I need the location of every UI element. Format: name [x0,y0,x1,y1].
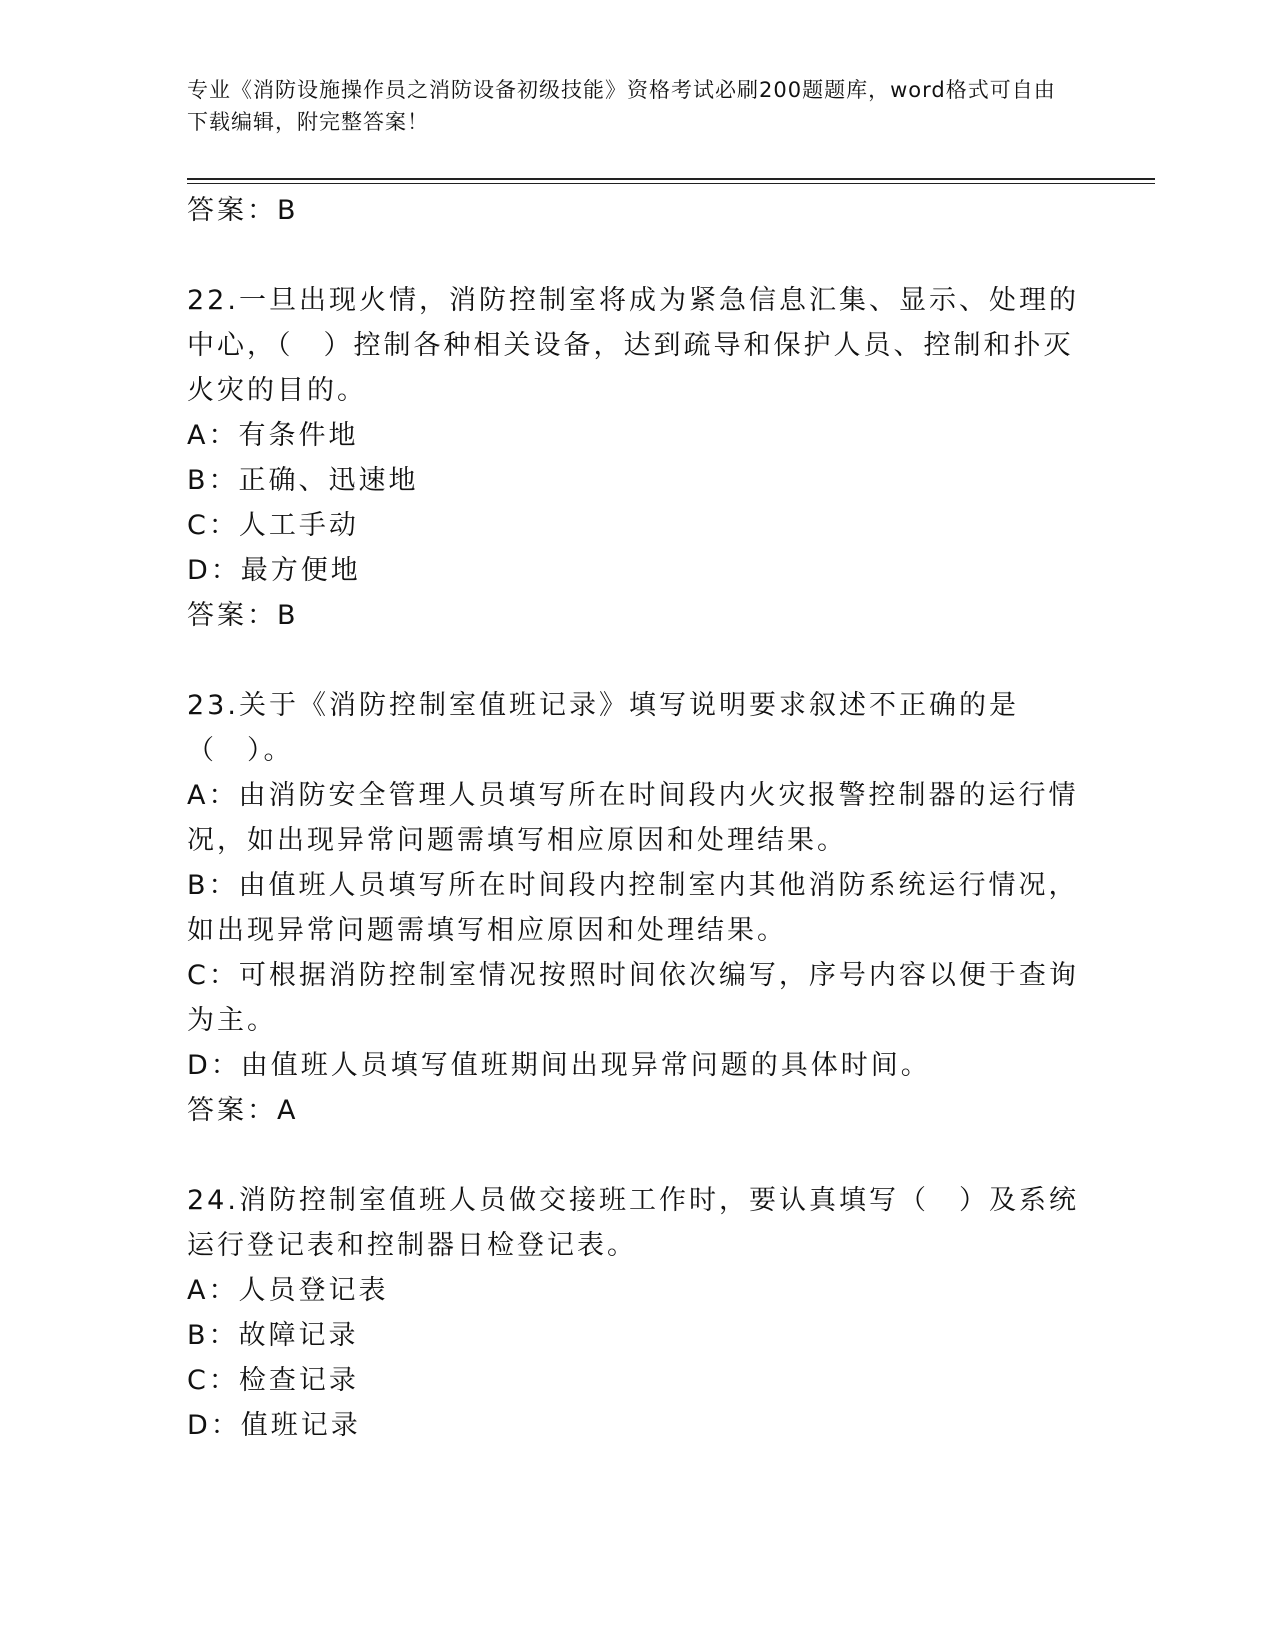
option-c: C：检查记录 [187,1365,359,1396]
header-rule-thick [187,178,1155,180]
answer-21: 答案：B [187,195,299,226]
header-rule-thin [187,183,1155,184]
question-text: 24.消防控制室值班人员做交接班工作时，要认真填写（ ）及系统运行登记表和控制器日检登记表。 [187,1185,1079,1261]
option-d: D：值班记录 [187,1410,361,1441]
option-a: A：由消防安全管理人员填写所在时间段内火灾报警控制器的运行情况，如出现异常问题需填写相应原因和处理结果。 [187,780,1079,856]
option-c: C：可根据消防控制室情况按照时间依次编写，序号内容以便于查询为主。 [187,960,1079,1036]
question-23 [187,683,1087,1133]
question-22 [187,278,1087,638]
answer-23: 答案：A [187,1095,299,1126]
question-24 [187,1178,1087,1448]
option-b: B：故障记录 [187,1320,359,1351]
document-header: 专业《消防设施操作员之消防设备初级技能》资格考试必刷200题题库，word格式可自由下载编辑，附完整答案！ [187,78,1056,134]
question-text: 22.一旦出现火情，消防控制室将成为紧急信息汇集、显示、处理的中心，（ ）控制各种相关设备，达到疏导和保护人员、控制和扑灭火灾的目的。 [187,285,1079,406]
answer-22: 答案：B [187,600,299,631]
option-b: B：正确、迅速地 [187,465,419,496]
question-list [187,188,1087,1448]
option-d: D：由值班人员填写值班期间出现异常问题的具体时间。 [187,1050,931,1081]
option-d: D：最方便地 [187,555,361,586]
question-text: 23.关于《消防控制室值班记录》填写说明要求叙述不正确的是（ ）。 [187,690,1019,766]
option-a: A：有条件地 [187,420,359,451]
option-c: C：人工手动 [187,510,359,541]
option-a: A：人员登记表 [187,1275,389,1306]
option-b: B：由值班人员填写所在时间段内控制室内其他消防系统运行情况，如出现异常问题需填写相应原因和处理结果。 [187,870,1079,946]
